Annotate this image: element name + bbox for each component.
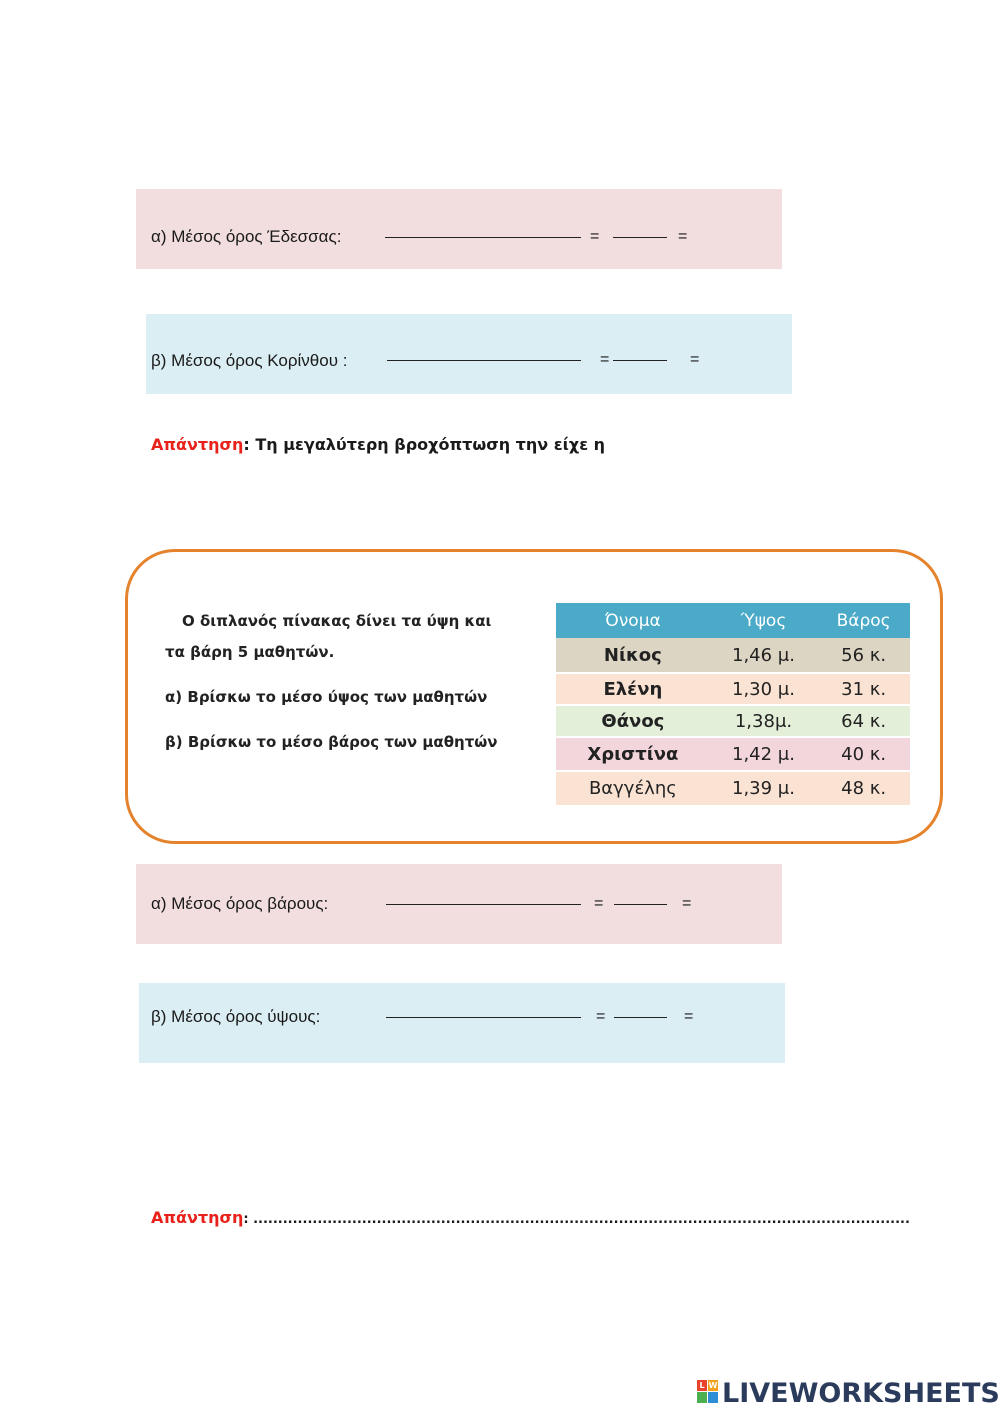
logo-tile-blue: [708, 1392, 718, 1403]
table-row: [556, 673, 910, 705]
cell-weight: 48 κ.: [817, 771, 910, 806]
problem-line-2: τα βάρη 5 μαθητών.: [165, 643, 335, 661]
fraction-line-edessa: [385, 237, 581, 238]
logo-tile-green: [697, 1392, 707, 1403]
fraction-line-korinthos: [387, 360, 581, 361]
equals-2-weight: =: [682, 895, 692, 912]
cell-name: Θάνος: [556, 705, 710, 737]
table-row: [556, 705, 910, 737]
table-row: [556, 771, 910, 806]
equals-2-korinthos: =: [690, 351, 700, 368]
equals-1-weight: =: [594, 895, 604, 912]
equals-1-edessa: =: [590, 228, 600, 245]
result-line-edessa: [613, 237, 667, 238]
cell-weight: 31 κ.: [817, 673, 910, 705]
cell-height: 1,30 μ.: [710, 673, 818, 705]
cell-height: 1,38μ.: [710, 705, 818, 737]
answer-prefix: Απάντηση: [151, 435, 244, 454]
equals-2-height: =: [684, 1008, 694, 1025]
problem-line-1: Ο διπλανός πίνακας δίνει τα ύψη και: [182, 612, 492, 630]
students-table: [556, 603, 910, 807]
equals-2-edessa: =: [678, 228, 688, 245]
answer-dots: : .....................................................................................................................................: [243, 1212, 910, 1227]
cell-name: Χριστίνα: [556, 737, 710, 771]
cell-height: 1,46 μ.: [710, 638, 818, 673]
table-row: [556, 737, 910, 771]
table-header-row: [556, 603, 910, 638]
header-weight: Βάρος: [817, 603, 910, 638]
label-mean-height: β) Μέσος όρος ύψους:: [151, 1007, 321, 1026]
cell-name: Ελένη: [556, 673, 710, 705]
liveworksheets-logo-icon: [697, 1380, 719, 1404]
fraction-line-height: [386, 1017, 581, 1018]
cell-weight: 56 κ.: [817, 638, 910, 673]
equals-1-height: =: [596, 1008, 606, 1025]
fraction-line-weight: [386, 904, 581, 905]
equals-1-korinthos: =: [600, 351, 610, 368]
cell-name: Νίκος: [556, 638, 710, 673]
result-line-korinthos: [613, 360, 667, 361]
answer-final: [151, 1208, 910, 1227]
cell-name: Βαγγέλης: [556, 771, 710, 806]
task-a: α) Βρίσκω το μέσο ύψος των μαθητών: [165, 688, 488, 706]
task-b: β) Βρίσκω το μέσο βάρος των μαθητών: [165, 733, 498, 751]
result-line-weight: [614, 904, 667, 905]
answer-text: : Τη μεγαλύτερη βροχόπτωση την είχε η: [243, 435, 606, 454]
label-mean-korinthos: β) Μέσος όρος Κορίνθου :: [151, 351, 348, 370]
cell-weight: 64 κ.: [817, 705, 910, 737]
header-name: Όνομα: [556, 603, 710, 638]
answer-rainfall: [151, 435, 605, 454]
result-line-height: [614, 1017, 667, 1018]
logo-letter-w: W: [708, 1381, 718, 1390]
label-mean-weight: α) Μέσος όρος βάρους:: [151, 894, 329, 913]
label-mean-edessa: α) Μέσος όρος Έδεσσας:: [151, 227, 342, 246]
cell-weight: 40 κ.: [817, 737, 910, 771]
answer-prefix: Απάντηση: [151, 1208, 244, 1227]
liveworksheets-logo-text: LIVEWORKSHEETS: [722, 1378, 1000, 1409]
header-height: Ύψος: [710, 603, 818, 638]
table-row: [556, 638, 910, 673]
logo-letter-l: L: [697, 1380, 707, 1391]
cell-height: 1,42 μ.: [710, 737, 818, 771]
cell-height: 1,39 μ.: [710, 771, 818, 806]
